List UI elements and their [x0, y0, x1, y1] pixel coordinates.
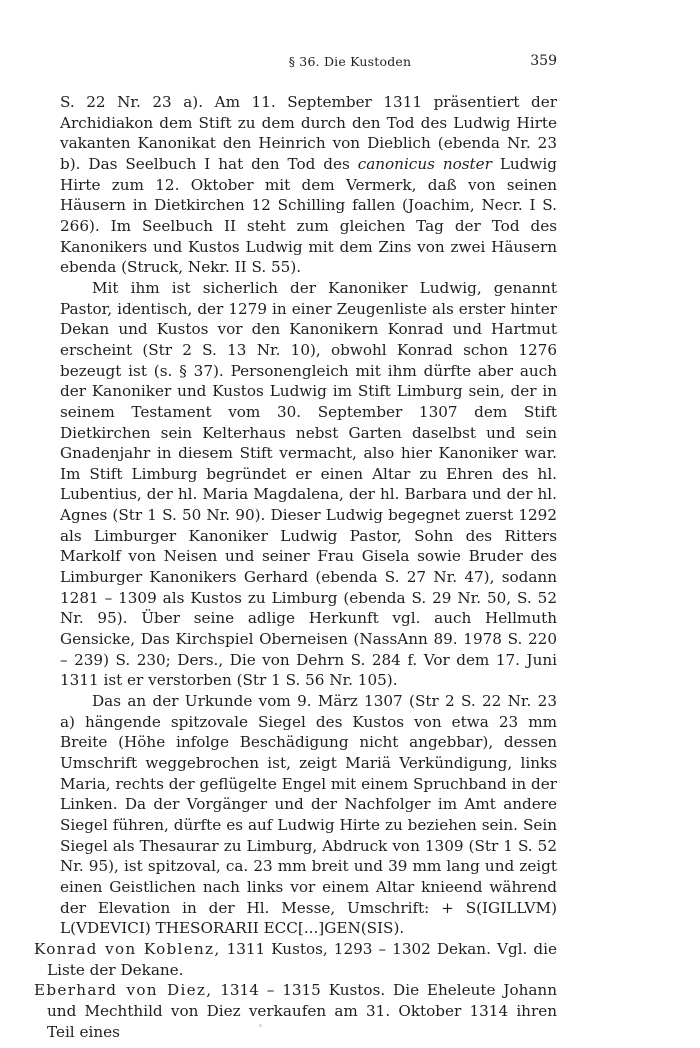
- entry-text: 1314 – 1315 Kustos. Die Eheleute Johann und Mechthild von Diez verkaufen am 31. Oktober 1314 ihren Teil eines: [47, 981, 557, 1041]
- section-title: § 36. Die Kustoden: [288, 54, 412, 69]
- entry-konrad-von-koblenz: [34, 939, 557, 980]
- entry-eberhard-von-diez: [34, 980, 557, 1042]
- latin-term: canonicus noster: [357, 154, 492, 173]
- entry-name: Eberhard von Diez,: [34, 981, 213, 1000]
- text-run: Ludwig Hirte zum 12. Oktober mit dem Vermerk, daß von seinen Häusern in Dietkirchen 12 Schilling fallen (Joachim, Necr. I S. 266). Im Seelbuch II steht zum gleichen Tag der Tod des Kanonikers und Kustos Ludwig mit dem Zins von zwei Häusern ebenda (Struck, Nekr. II S. 55).: [60, 154, 557, 277]
- scan-speck: [259, 1024, 262, 1027]
- text-run: S. 22 Nr. 23 a). Am 11. September 1311 präsentiert der Archidiakon dem Stift zu dem durch den Tod des Ludwig Hirte vakanten Kanonikat den Heinrich von Dieblich (ebenda Nr. 23 b). Das Seelbuch I hat den Tod des: [60, 93, 557, 173]
- entry-name: Konrad von Koblenz,: [34, 939, 221, 958]
- paragraph-ludwig-hirte: [60, 92, 557, 278]
- entry-text: 1311 Kustos, 1293 – 1302 Dekan. Vgl. die Liste der Dekane.: [47, 939, 557, 979]
- paragraph-seal: Das an der Urkunde vom 9. März 1307 (Str 2 S. 22 Nr. 23 a) hängende spitzovale Siegel des Kustos von etwa 23 mm Breite (Höhe infolge Beschädigung nicht angebbar), dessen Umschrift weggebrochen ist, zeigt Mariä Verkündigung, links Maria, rechts der geflügelte Engel mit einem Spruchband in der Linken. Da der Vorgänger und der Nachfolger im Amt andere Siegel führen, dürfte es auf Ludwig Hirte zu beziehen sein. Sein Siegel als Thesaurar zu Limburg, Abdruck von 1309 (Str 1 S. 52 Nr. 95), ist spitzoval, ca. 23 mm breit und 39 mm lang und zeigt einen Geistlichen nach links vor einem Altar knieend während der Elevation in der Hl. Messe, Umschrift: + S(IGILLVM) L(VDEVICI) THESORARII ECC[...]GEN(SIS).: [60, 692, 557, 938]
- body-text: [34, 92, 557, 1042]
- paragraph-ludwig-pastor: Mit ihm ist sicherlich der Kanoniker Ludwig, genannt Pastor, identisch, der 1279 in einer Zeugenliste als erster hinter Dekan und Kustos vor den Kanonikern Konrad und Hartmut erscheint (Str 2 S. 13 Nr. 10), obwohl Konrad schon 1276 bezeugt ist (s. § 37). Personengleich mit ihm dürfte aber auch der Kanoniker und Kustos Ludwig im Stift Limburg sein, der in seinem Testament vom 30. September 1307 dem Stift Dietkirchen sein Kelterhaus nebst Garten daselbst und sein Gnadenjahr in diesem Stift vermacht, also hier Kanoniker war. Im Stift Limburg begründet er einen Altar zu Ehren des hl. Lubentius, der hl. Maria Magdalena, der hl. Barbara und der hl. Agnes (Str 1 S. 50 Nr. 90). Dieser Ludwig begegnet zuerst 1292 als Limburger Kanoniker Ludwig Pastor, Sohn des Ritters Markolf von Neisen und seiner Frau Gisela sowie Bruder des Limburger Kanonikers Gerhard (ebenda S. 27 Nr. 47), sodann 1281 – 1309 als Kustos zu Limburg (ebenda S. 29 Nr. 50, S. 52 Nr. 95). Über seine adlige Herkunft vgl. auch Hellmuth Gensicke, Das Kirchspiel Oberneisen (NassAnn 89. 1978 S. 220 – 239) S. 230; Ders., Die von Dehrn S. 284 f. Vor dem 17. Juni 1311 ist er verstorben (Str 1 S. 56 Nr. 105).: [60, 278, 557, 690]
- running-header: [0, 54, 700, 74]
- page-number: 359: [530, 53, 557, 69]
